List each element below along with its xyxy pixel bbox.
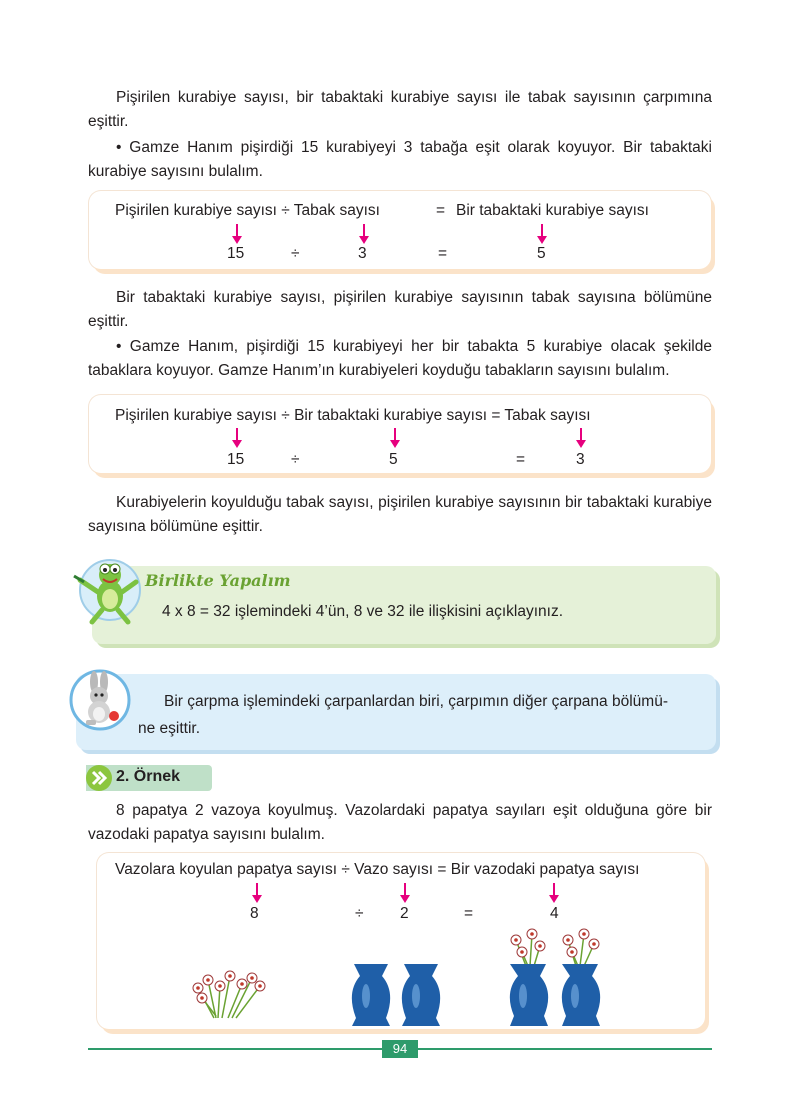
paragraph-division-definition-2: Kurabiyelerin koyulduğu tabak sayısı, pişirilen kurabiye sayısının bir tabaktaki kurabiye sayısına bölümüne eşittir. [88, 494, 712, 535]
box3-value-3: 4 [550, 905, 559, 922]
arrow-down-icon [252, 883, 262, 903]
box3-value-2: 2 [400, 905, 409, 922]
box3-value-1: 8 [250, 905, 259, 922]
box1-equals: = [438, 245, 448, 262]
arrow-down-icon [232, 224, 242, 244]
paragraph-gamze-problem-1: • Gamze Hanım pişirdiği 15 kurabiyeyi 3 tabağa eşit olarak koyuyor. Bir tabaktaki kurabiye sayısını bulalım. [88, 139, 712, 180]
arrow-down-icon [537, 224, 547, 244]
double-chevron-icon [86, 765, 112, 791]
box1-label-right: Bir tabaktaki kurabiye sayısı [456, 202, 649, 219]
rabbit-mascot-icon [68, 668, 132, 732]
daisy-bunch-icon [186, 958, 272, 1020]
box2-operator: ÷ [291, 451, 300, 468]
box1-value-3: 5 [537, 245, 546, 262]
box1-operator: ÷ [291, 245, 300, 262]
info-box [76, 674, 716, 750]
box1-value-2: 3 [358, 245, 367, 262]
together-title: Birlikte Yapalım [145, 571, 291, 590]
info-line-1: Bir çarpma işlemindeki çarpanlardan biri, çarpımın diğer çarpana bölümü- [164, 693, 668, 710]
division-box-1 [89, 191, 711, 269]
paragraph-gamze-problem-2: • Gamze Hanım, pişirdiği 15 kurabiyeyi her bir tabakta 5 kurabiye olacak şekilde tabaklara koyuyor. Gamze Hanım’ın kurabiyeleri koyduğu tabakların sayısını bulalım. [88, 338, 712, 379]
example-text: 8 papatya 2 vazoya koyulmuş. Vazolardaki papatya sayıları eşit olduğuna göre bir vazodaki papatya sayısını bulalım. [88, 802, 712, 843]
paragraph-product-definition: Pişirilen kurabiye sayısı, bir tabaktaki kurabiye sayısı ile tabak sayısının çarpımına eşittir. [88, 89, 712, 130]
box2-value-1: 15 [227, 451, 245, 468]
box3-equals: = [464, 905, 474, 922]
page-number: 94 [382, 1040, 418, 1058]
arrow-down-icon [576, 428, 586, 448]
info-line-2: ne eşittir. [138, 720, 201, 737]
box1-label-eq: = [436, 202, 446, 219]
box1-value-1: 15 [227, 245, 245, 262]
arrow-down-icon [400, 883, 410, 903]
arrow-down-icon [549, 883, 559, 903]
box2-equals: = [516, 451, 526, 468]
example-title: 2. Örnek [116, 768, 181, 785]
box3-operator: ÷ [355, 905, 364, 922]
two-vases-with-daisies-icon [506, 926, 608, 1028]
box1-label-left: Pişirilen kurabiye sayısı ÷ Tabak sayısı [115, 202, 380, 219]
frog-mascot-icon [72, 552, 146, 626]
box2-label: Pişirilen kurabiye sayısı ÷ Bir tabaktaki kurabiye sayısı = Tabak sayısı [115, 407, 591, 424]
together-text: 4 x 8 = 32 işlemindeki 4’ün, 8 ve 32 ile ilişkisini açıklayınız. [162, 603, 564, 620]
arrow-down-icon [359, 224, 369, 244]
arrow-down-icon [232, 428, 242, 448]
division-box-2 [89, 395, 711, 473]
box2-value-3: 3 [576, 451, 585, 468]
paragraph-division-definition-1: Bir tabaktaki kurabiye sayısı, pişirilen kurabiye sayısının tabak sayısına bölümüne eşittir. [88, 289, 712, 330]
box2-value-2: 5 [389, 451, 398, 468]
box3-label: Vazolara koyulan papatya sayısı ÷ Vazo sayısı = Bir vazodaki papatya sayısı [115, 861, 640, 878]
arrow-down-icon [390, 428, 400, 448]
two-empty-vases-icon [346, 962, 448, 1028]
